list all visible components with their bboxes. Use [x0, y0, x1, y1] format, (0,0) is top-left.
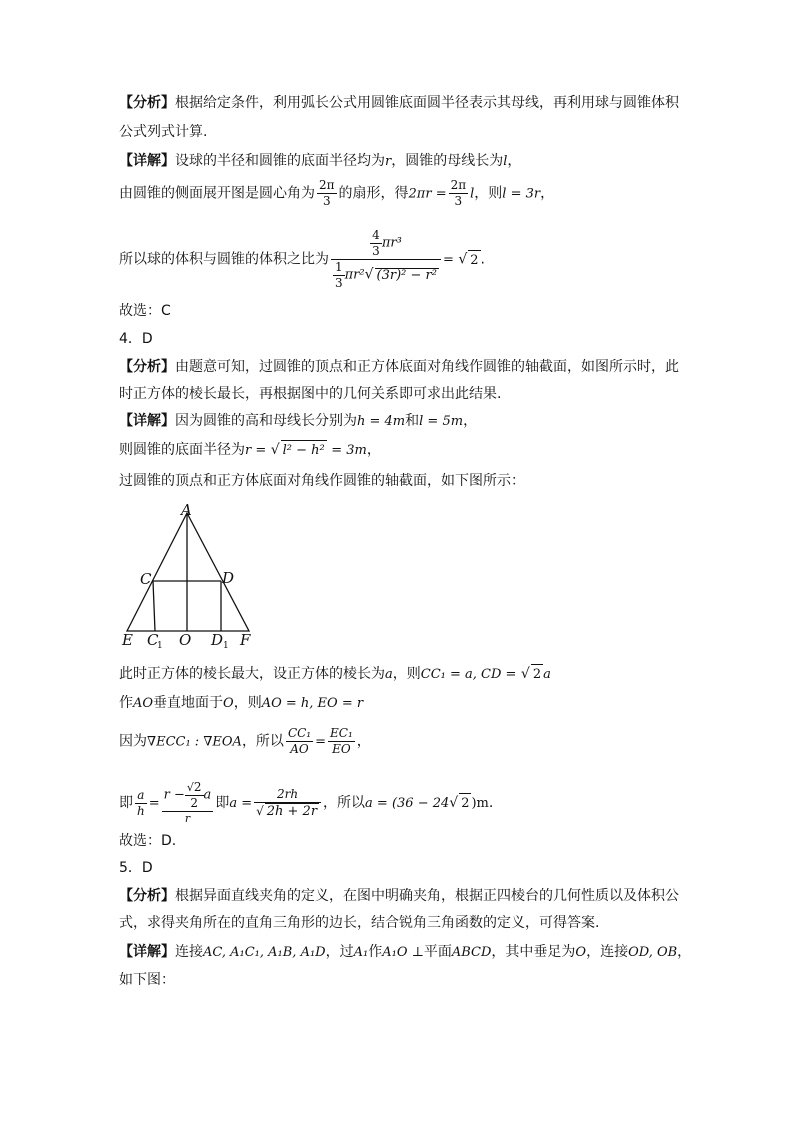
fraction: $\frac{a}{h}$	[137, 787, 145, 818]
analysis-5-line-1: 【分析】根据异面直线夹角的定义，在图中明确夹角，根据正四棱台的几何性质以及体积公	[119, 888, 679, 904]
volume-ratio-fraction: $\frac{4}{3}$ πr³ $\frac{1}{3}$ πr²√ (3r)² − r²	[331, 228, 441, 291]
detail-4-line-6: 因为∇ECC₁ : ∇EOA，所以 $\frac{\text{CC₁}}{AO}$ = $\frac{\text{EC₁}}{EO}$ ，	[119, 726, 371, 756]
analysis-3-line-2: 公式列式计算.	[119, 124, 208, 140]
detail-5-line-2: 如下图：	[119, 972, 175, 988]
fraction: $\frac{\text{CC₁}}{AO}$	[287, 726, 312, 756]
label-F: F	[240, 631, 251, 649]
label-C1: C	[147, 631, 159, 649]
answer-3: 故选：C	[119, 303, 171, 319]
question-4-heading: 4．D	[119, 331, 153, 347]
answer-4: 故选：D.	[119, 833, 177, 849]
label-D1: D	[211, 631, 224, 649]
fraction: $\frac{2\pi}{3}$	[450, 178, 467, 208]
fraction: $\frac{\text{EC₁}}{EO}$	[330, 726, 353, 756]
detail-3-line-1: 【详解】设球的半径和圆锥的底面半径均为r，圆锥的母线长为l，	[119, 153, 522, 169]
label-C1-sub: 1	[157, 641, 163, 651]
segment-CC1	[153, 581, 155, 631]
detail-4-line-3: 过圆锥的顶点和正方体底面对角线作圆锥的轴截面，如下图所示：	[119, 473, 525, 489]
analysis-4-line-2: 时正方体的棱长最长，再根据图中的几何关系即可求出此结果.	[119, 386, 502, 402]
label-A: A	[181, 501, 192, 519]
fraction: r − $\frac{√2}{2}$ a r	[163, 780, 212, 825]
question-5-heading: 5．D	[119, 860, 153, 876]
analysis-tag: 【分析】	[119, 359, 175, 375]
label-C: C	[140, 570, 152, 588]
cone-cross-section-figure	[115, 500, 275, 652]
analysis-tag: 【分析】	[119, 95, 175, 111]
detail-4-line-5: 作AO垂直地面于O，则AO = h, EO = r	[119, 695, 364, 711]
detail-4-line-1: 【详解】因为圆锥的高和母线长分别为h = 4m和l = 5m，	[119, 413, 478, 429]
label-D: D	[222, 569, 235, 587]
fraction: $\frac{2\pi}{3}$	[319, 178, 335, 208]
detail-tag: 【详解】	[119, 153, 175, 169]
analysis-5-line-2: 式，求得夹角所在的直角三角形的边长，结合锐角三角函数的定义，可得答案.	[119, 915, 600, 931]
analysis-4-line-1: 【分析】由题意可知，过圆锥的顶点和正方体底面对角线作圆锥的轴截面，如图所示时，此	[119, 359, 679, 375]
detail-4-line-2: 则圆锥的底面半径为r = √ l² − h² = 3m，	[119, 440, 381, 461]
label-O: O	[179, 631, 192, 649]
detail-3-line-3: 所以球的体积与圆锥的体积之比为 $\frac{4}{3}$ πr³ $\frac{1}{3}$ πr²√ (3r)² − r² = √ 2 .	[119, 228, 485, 290]
analysis-3-line-1: 【分析】根据给定条件，利用弧长公式用圆锥底面圆半径表示其母线，再利用球与圆锥体积	[119, 95, 679, 111]
label-D1-sub: 1	[223, 641, 229, 651]
fraction: $\frac{2rh}{√ 2h + 2r}$	[254, 787, 321, 819]
detail-5-line-1: 【详解】连接AC, A₁C₁, A₁B, A₁D，过A₁作A₁O ⊥平面ABCD，其中垂足为O，连接OD, OB，	[119, 944, 692, 960]
detail-3-line-2: 由圆锥的侧面展开图是圆心角为 $\frac{2\pi}{3}$ 的扇形，得2πr = $\frac{2\pi}{3}$ l，则l = 3r，	[119, 178, 555, 208]
analysis-tag: 【分析】	[119, 888, 175, 904]
detail-tag: 【详解】	[119, 413, 175, 429]
detail-4-line-7: 即 $\frac{a}{h}$ = r − $\frac{√2}{2}$ a r 即a = $\frac{2rh}{√ 2h + 2r}$ ，所以a = (36 − 24√ 2 )m.	[119, 780, 494, 825]
detail-4-line-4: 此时正方体的棱长最大，设正方体的棱长为a，则CC₁ = a, CD = √ 2 a	[119, 664, 551, 685]
label-E: E	[122, 631, 133, 649]
detail-tag: 【详解】	[119, 944, 175, 960]
